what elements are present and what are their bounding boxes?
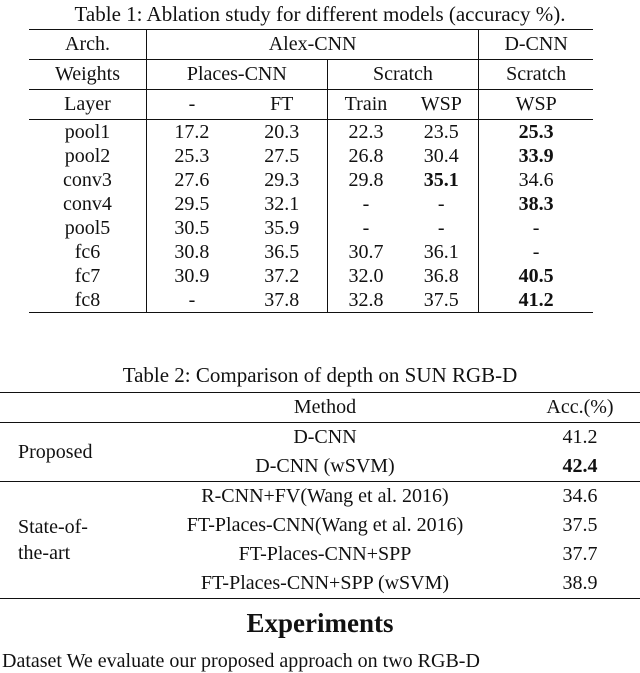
value-cell: 30.8 [147, 240, 237, 264]
value-cell: - [437, 217, 445, 239]
arch-label: Arch. [65, 33, 110, 55]
scratch-header: Scratch [479, 60, 593, 90]
table-header-row [29, 90, 593, 120]
value-cell: 29.3 [264, 169, 300, 191]
value-cell-bold: 33.9 [479, 144, 593, 168]
value-cell: 36.8 [423, 265, 459, 287]
table-header-row [0, 393, 640, 423]
value-cell: - [479, 240, 593, 264]
scratch-header: Scratch [327, 60, 479, 90]
value-cell-bold: 40.5 [479, 264, 593, 288]
accuracy-header: Acc.(%) [546, 396, 614, 418]
value-cell: 37.2 [264, 265, 300, 287]
value-cell-bold: 41.2 [479, 288, 593, 313]
accuracy-cell-bold: 42.4 [562, 455, 598, 477]
accuracy-cell: 41.2 [562, 426, 598, 448]
table1-caption: Table 1: Ablation study for different models (accuracy %). [74, 2, 566, 26]
value-cell: 32.0 [327, 264, 404, 288]
value-cell: 29.8 [327, 168, 404, 192]
value-cell: 32.8 [327, 288, 404, 313]
value-cell: 26.8 [327, 144, 404, 168]
accuracy-cell: 38.9 [562, 572, 598, 594]
method-cell: D-CNN (wSVM) [255, 455, 395, 477]
layer-cell: pool5 [64, 217, 111, 239]
value-cell: - [327, 192, 404, 216]
table-row [29, 168, 593, 192]
table-row [29, 192, 593, 216]
method-cell: R-CNN+FV(Wang et al. 2016) [201, 485, 449, 507]
layer-cell: conv4 [63, 193, 112, 215]
value-cell: 20.3 [264, 121, 300, 143]
accuracy-cell: 37.5 [562, 514, 598, 536]
method-cell: FT-Places-CNN(Wang et al. 2016) [186, 514, 464, 536]
value-cell: 27.6 [147, 168, 237, 192]
table-header-row [29, 30, 593, 60]
layer-cell: fc6 [74, 241, 101, 263]
value-cell-bold: 25.3 [479, 120, 593, 145]
value-cell-bold: 35.1 [423, 169, 459, 191]
group-label-line: the-art [18, 542, 71, 564]
layer-cell: conv3 [63, 169, 112, 191]
weights-label: Weights [54, 63, 121, 85]
places-cnn-header: Places-CNN [147, 60, 328, 90]
ablation-table [29, 29, 593, 313]
layer-cell: pool2 [64, 145, 111, 167]
method-cell: FT-Places-CNN+SPP [238, 543, 412, 565]
table2-caption: Table 2: Comparison of depth on SUN RGB-D [122, 363, 518, 387]
value-cell: - [437, 193, 445, 215]
alex-cnn-header: Alex-CNN [147, 30, 479, 60]
value-cell: - [327, 216, 404, 240]
value-cell: 30.5 [147, 216, 237, 240]
column-header: FT [270, 93, 294, 115]
value-cell: 27.5 [264, 145, 300, 167]
value-cell: - [479, 216, 593, 240]
table-row [29, 240, 593, 264]
value-cell: 30.7 [327, 240, 404, 264]
table-row [29, 120, 593, 145]
value-cell: 36.5 [264, 241, 300, 263]
method-cell: FT-Places-CNN+SPP (wSVM) [200, 572, 450, 594]
value-cell: - [147, 288, 237, 313]
method-cell: D-CNN [293, 426, 357, 448]
value-cell: 23.5 [423, 121, 459, 143]
value-cell: 17.2 [147, 120, 237, 145]
layer-cell: fc8 [74, 289, 101, 311]
table-row [0, 423, 640, 453]
value-cell: 22.3 [327, 120, 404, 145]
column-header: WSP [420, 93, 462, 115]
group-label-line: State-of- [18, 516, 88, 538]
value-cell-bold: 38.3 [479, 192, 593, 216]
table-row [29, 288, 593, 313]
section-heading: Experiments [246, 608, 394, 638]
method-header: Method [293, 396, 357, 418]
value-cell: 36.1 [423, 241, 459, 263]
column-header: WSP [479, 90, 593, 120]
value-cell: 37.8 [264, 289, 300, 311]
body-text-partial: Dataset We evaluate our proposed approach on two RGB-D [2, 650, 480, 672]
table-header-row [29, 60, 593, 90]
table-row [29, 216, 593, 240]
value-cell: 37.5 [423, 289, 459, 311]
value-cell: 29.5 [147, 192, 237, 216]
depth-comparison-table [0, 392, 640, 599]
layer-cell: pool1 [64, 121, 111, 143]
group-label-state-of-the-art [0, 482, 130, 599]
value-cell: 25.3 [147, 144, 237, 168]
column-header: Train [327, 90, 404, 120]
layer-cell: fc7 [74, 265, 101, 287]
value-cell: 32.1 [264, 193, 300, 215]
accuracy-cell: 34.6 [562, 485, 598, 507]
column-header: - [147, 90, 237, 120]
value-cell: 30.9 [147, 264, 237, 288]
table-row [29, 264, 593, 288]
d-cnn-header: D-CNN [479, 30, 593, 60]
accuracy-cell: 37.7 [562, 543, 598, 565]
value-cell: 35.9 [264, 217, 300, 239]
value-cell: 34.6 [479, 168, 593, 192]
table-row [29, 144, 593, 168]
empty-header-cell [0, 393, 130, 423]
table-row [0, 482, 640, 512]
layer-label: Layer [64, 93, 111, 115]
value-cell: 30.4 [423, 145, 459, 167]
group-label-proposed: Proposed [18, 441, 93, 463]
